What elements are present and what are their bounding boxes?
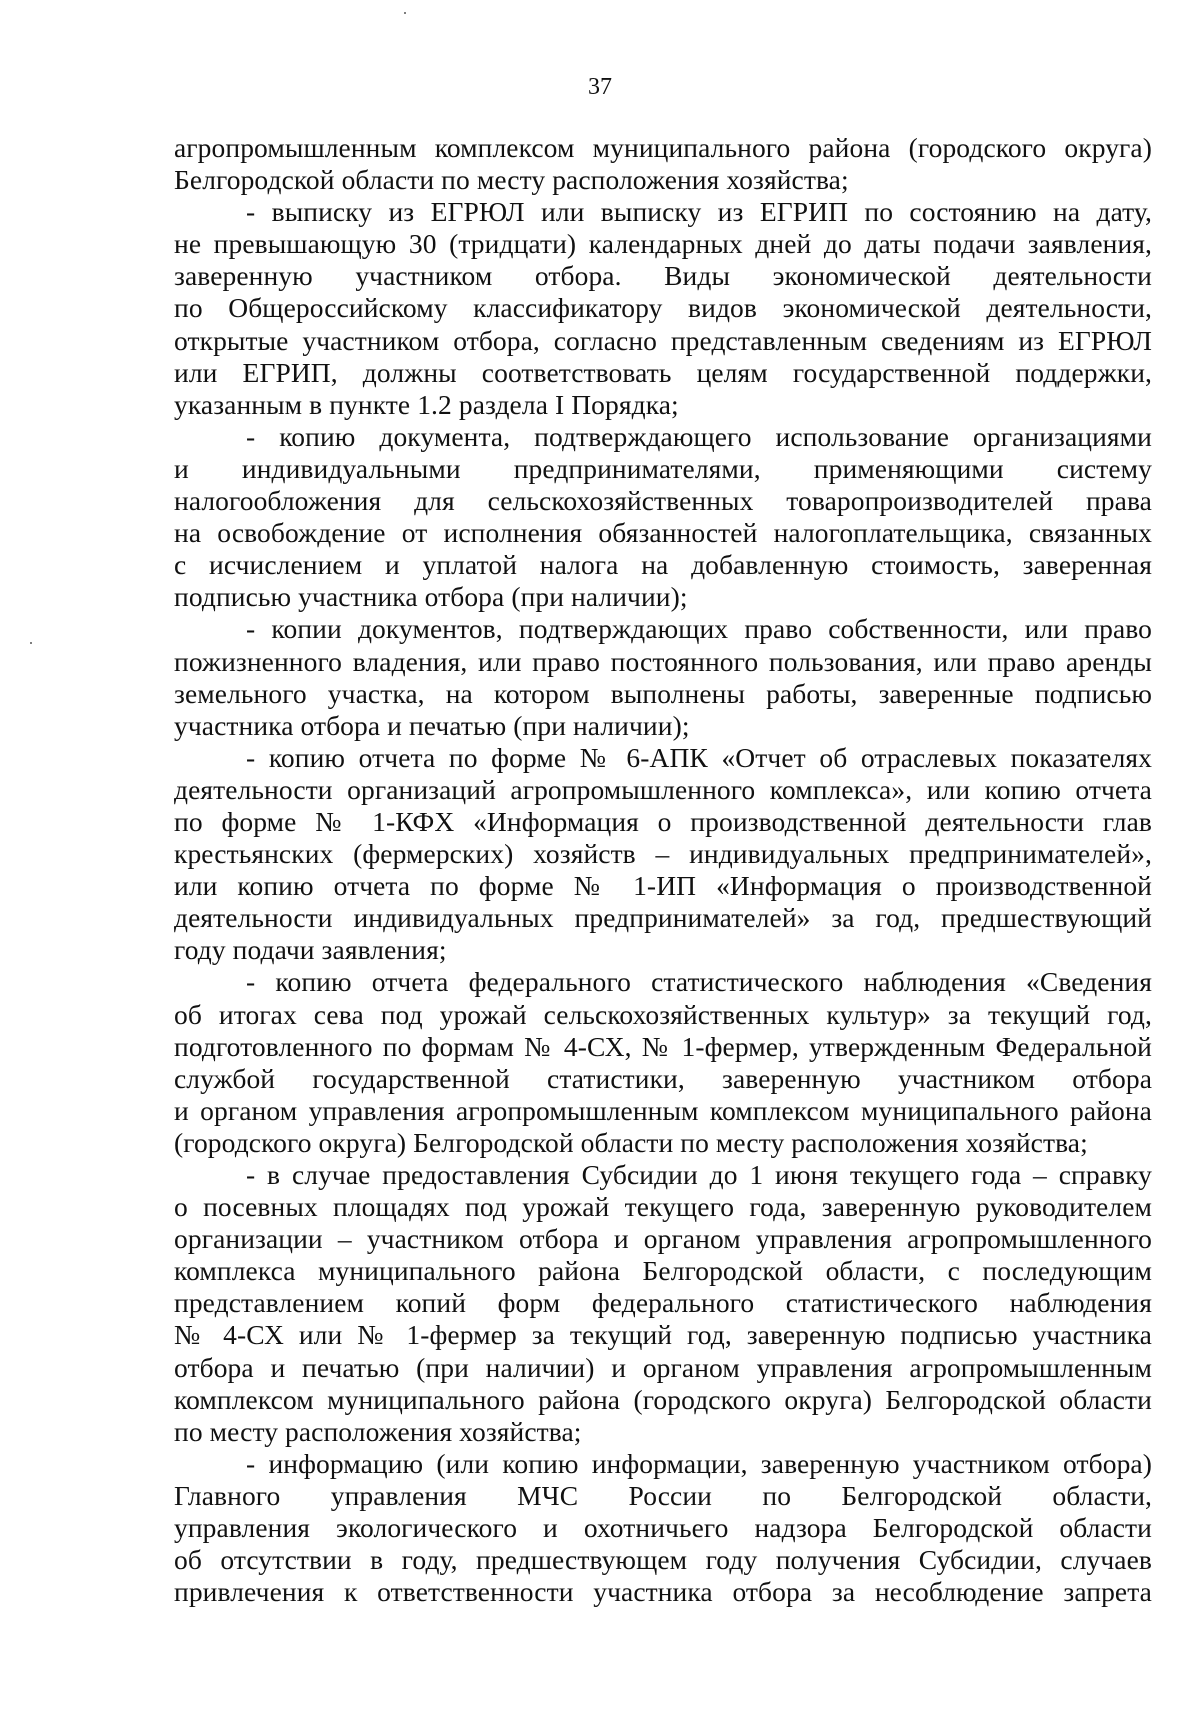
text-line: - копию отчета федерального статистического наблюдения «Сведения xyxy=(246,966,1152,998)
document-body xyxy=(174,132,1152,1608)
text-line: - копию документа, подтверждающего использование организациями xyxy=(246,420,1152,452)
text-line: и индивидуальными предпринимателями, применяющими систему xyxy=(174,452,1152,484)
text-line: пожизненного владения, или право постоянного пользования, или право аренды xyxy=(174,645,1152,677)
text-line: деятельности организаций агропромышленного комплекса», или копию отчета xyxy=(174,773,1152,805)
page-number: 37 xyxy=(588,74,612,100)
text-line: - информацию (или копию информации, заверенную участником отбора) xyxy=(246,1447,1152,1479)
text-line: привлечения к ответственности участника отбора за несоблюдение запрета xyxy=(174,1576,1152,1608)
text-line: подписью участника отбора (при наличии); xyxy=(174,581,688,613)
text-line: управления экологического и охотничьего надзора Белгородской области xyxy=(174,1512,1152,1544)
text-line: - выписку из ЕГРЮЛ или выписку из ЕГРИП по состоянию на дату, xyxy=(246,196,1152,228)
text-line: агропромышленным комплексом муниципального района (городского округа) xyxy=(174,132,1152,163)
text-line: не превышающую 30 (тридцати) календарных дней до даты подачи заявления, xyxy=(174,228,1152,260)
text-line: заверенную участником отбора. Виды экономической деятельности xyxy=(174,260,1152,292)
paragraph-sowing-report xyxy=(174,966,1152,1159)
text-line: организации – участником отбора и органом управления агропромышленного xyxy=(174,1223,1152,1255)
text-line: - в случае предоставления Субсидии до 1 июня текущего года – справку xyxy=(246,1159,1152,1190)
text-line: Белгородской области по месту расположения хозяйства; xyxy=(174,164,849,196)
text-line: на освобождение от исполнения обязанностей налогоплательщика, связанных xyxy=(174,517,1152,549)
text-line: или ЕГРИП, должны соответствовать целям государственной поддержки, xyxy=(174,356,1152,388)
text-line: или копию отчета по форме № 1-ИП «Информация о производственной xyxy=(174,870,1152,902)
text-line: по Общероссийскому классификатору видов экономической деятельности, xyxy=(174,292,1152,324)
paragraph-egrul-extract xyxy=(174,196,1152,421)
paragraph-mchs-information xyxy=(174,1448,1152,1608)
text-line: по месту расположения хозяйства; xyxy=(174,1415,582,1447)
text-line: крестьянских (фермерских) хозяйств – индивидуальных предпринимателей», xyxy=(174,838,1152,870)
paragraph-report-forms xyxy=(174,742,1152,967)
paragraph-continuation xyxy=(174,132,1152,196)
paragraph-land-rights xyxy=(174,613,1152,741)
text-line: году подачи заявления; xyxy=(174,934,447,966)
text-line: Главного управления МЧС России по Белгородской области, xyxy=(174,1479,1152,1511)
text-line: об итогах сева под урожай сельскохозяйственных культур» за текущий год, xyxy=(174,998,1152,1030)
text-line: открытые участником отбора, согласно представленным сведениям из ЕГРЮЛ xyxy=(174,324,1152,356)
scan-speck xyxy=(404,12,406,14)
text-line: службой государственной статистики, заверенную участником отбора xyxy=(174,1062,1152,1094)
text-line: комплекса муниципального района Белгородской области, с последующим xyxy=(174,1255,1152,1287)
text-line: об отсутствии в году, предшествующем году получения Субсидии, случаев xyxy=(174,1544,1152,1576)
text-line: представлением копий форм федерального статистического наблюдения xyxy=(174,1287,1152,1319)
paragraph-tax-exemption xyxy=(174,421,1152,614)
text-line: - копию отчета по форме № 6-АПК «Отчет об отраслевых показателях xyxy=(246,741,1152,773)
text-line: земельного участка, на котором выполнены работы, заверенные подписью xyxy=(174,677,1152,709)
text-line: участника отбора и печатью (при наличии); xyxy=(174,709,690,741)
text-line: деятельности индивидуальных предпринимателей» за год, предшествующий xyxy=(174,902,1152,934)
text-line: о посевных площадях под урожай текущего года, заверенную руководителем xyxy=(174,1191,1152,1223)
text-line: с исчислением и уплатой налога на добавленную стоимость, заверенная xyxy=(174,549,1152,581)
scan-speck xyxy=(30,642,32,644)
text-line: комплексом муниципального района (городского округа) Белгородской области xyxy=(174,1383,1152,1415)
text-line: (городского округа) Белгородской области по месту расположения хозяйства; xyxy=(174,1126,1088,1158)
text-line: подготовленного по формам № 4-СХ, № 1-фермер, утвержденным Федеральной xyxy=(174,1030,1152,1062)
text-line: отбора и печатью (при наличии) и органом управления агропромышленным xyxy=(174,1351,1152,1383)
text-line: по форме № 1-КФХ «Информация о производственной деятельности глав xyxy=(174,805,1152,837)
text-line: - копии документов, подтверждающих право собственности, или право xyxy=(246,613,1152,645)
text-line: налогообложения для сельскохозяйственных товаропроизводителей права xyxy=(174,485,1152,517)
text-line: указанным в пункте 1.2 раздела I Порядка; xyxy=(174,388,679,420)
text-line: и органом управления агропромышленным комплексом муниципального района xyxy=(174,1094,1152,1126)
text-line: № 4-СХ или № 1-фермер за текущий год, заверенную подписью участника xyxy=(174,1319,1152,1351)
paragraph-sown-areas-certificate xyxy=(174,1159,1152,1448)
